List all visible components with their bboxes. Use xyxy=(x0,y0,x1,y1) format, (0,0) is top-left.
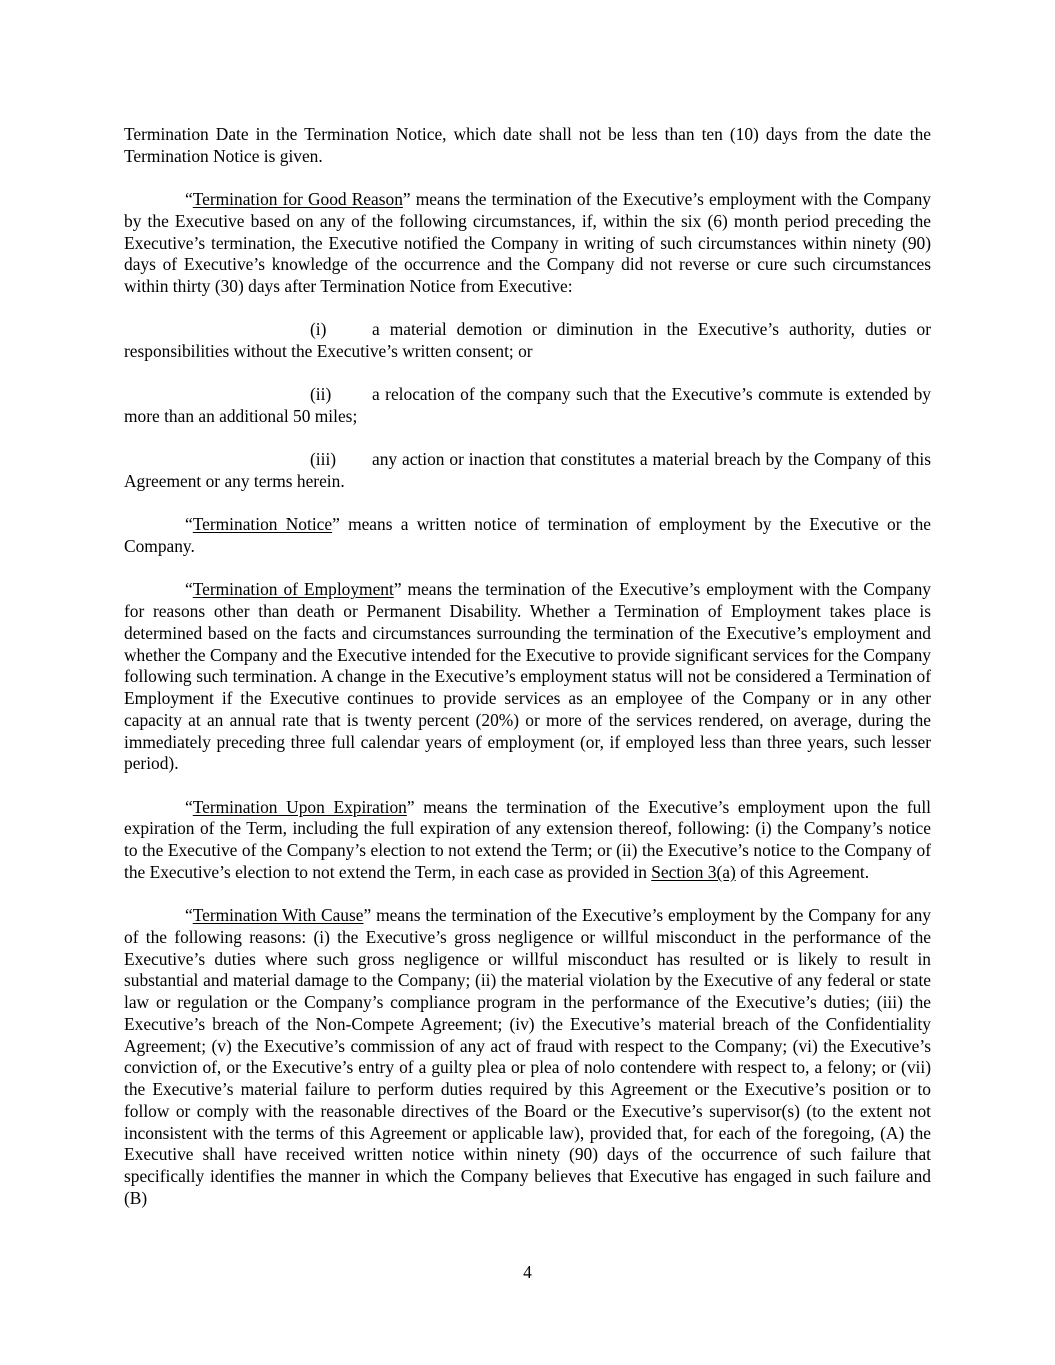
with-cause-open-quote: “ xyxy=(185,905,193,925)
list-item-text: a material demotion or diminution in the Executive’s authority, duties or responsibilities without the Executive’s written consent; or xyxy=(124,319,931,361)
good-reason-open-quote: “ xyxy=(185,189,193,209)
good-reason-paragraph xyxy=(124,189,931,298)
list-item xyxy=(124,319,931,363)
list-item-text: any action or inaction that constitutes a material breach by the Company of this Agreement or any terms herein. xyxy=(124,449,931,491)
list-item xyxy=(124,449,931,493)
notice-open-quote: “ xyxy=(185,514,193,535)
good-reason-term: Termination for Good Reason xyxy=(192,189,403,209)
termination-of-employment-term: Termination of Employment xyxy=(192,579,394,600)
termination-with-cause-paragraph xyxy=(124,905,931,1210)
list-item-number: (i) xyxy=(310,319,327,340)
termination-of-employment-paragraph xyxy=(124,579,931,775)
list-item-number: (ii) xyxy=(310,384,332,405)
termination-notice-paragraph xyxy=(124,514,931,558)
termination-with-cause-term: Termination With Cause xyxy=(192,905,364,925)
expiration-open-quote: “ xyxy=(185,796,193,817)
section-reference: Section 3(a) xyxy=(651,861,736,882)
termination-upon-expiration-text-end: of this Agreement. xyxy=(735,861,870,882)
termination-upon-expiration-text: ” means the termination of the Executive’s employment upon the full expiration of the Term, including the full expiration of any extension thereof, following: (i) the Company’s notice to the Executive of the Company’s election to not extend the Term; or (ii) the Executive’s notice to the Company of the Executive’s election to not extend the Term, in each case as provided in xyxy=(124,796,931,882)
termination-notice-term: Termination Notice xyxy=(192,514,333,535)
list-item xyxy=(124,384,931,428)
termination-upon-expiration-paragraph xyxy=(124,797,931,884)
termination-upon-expiration-term: Termination Upon Expiration xyxy=(192,796,407,817)
page-number: 4 xyxy=(523,1262,532,1282)
termination-notice-text: ” means a written notice of termination of employment by the Executive or the Company. xyxy=(124,514,931,556)
termination-of-employment-text: ” means the termination of the Executive’s employment with the Company for reasons other than death or Permanent Disability. Whether a Termination of Employment takes place is determined based on the facts and circumstances surrounding the termination of the Executive’s employment and whether the Company and the Executive intended for the Executive to provide significant services for the Company following such termination. A change in the Executive’s employment status will not be considered a Termination of Employment if the Executive continues to provide services as an employee of the Company or in any other capacity at an annual rate that is twenty percent (20%) or more of the services rendered, on average, during the immediately preceding three full calendar years of employment (or, if employed less than three years, such lesser period). xyxy=(124,579,931,774)
good-reason-text: ” means the termination of the Executive’s employment with the Company by the Executive based on any of the following circumstances, if, within the six (6) month period preceding the Executive’s termination, the Executive notified the Company in writing of such circumstances within ninety (90) days of Executive’s knowledge of the occurrence and the Company did not reverse or cure such circumstances within thirty (30) days after Termination Notice from Executive: xyxy=(124,189,932,296)
list-item-text: a relocation of the company such that the Executive’s commute is extended by more than an additional 50 miles; xyxy=(124,384,931,426)
termination-with-cause-text: ” means the termination of the Executive’s employment by the Company for any of the following reasons: (i) the Executive’s gross negligence or willful misconduct in the performance of the Executive’s duties where such gross negligence or willful misconduct has resulted or is likely to result in substantial and material damage to the Company; (ii) the material violation by the Executive of any federal or state law or regulation or the Company’s compliance program in the performance of the Executive’s duties; (iii) the Executive’s breach of the Non-Compete Agreement; (iv) the Executive’s material breach of the Confidentiality Agreement; (v) the Executive’s commission of any act of fraud with respect to the Company; (vi) the Executive’s conviction of, or the Executive’s entry of a guilty plea or plea of nolo contendere with respect to, a felony; or (vii) the Executive’s material failure to perform duties required by this Agreement or the Executive’s position or to follow or comply with the reasonable directives of the Board or the Executive’s supervisor(s) (to the extent not inconsistent with the terms of this Agreement or applicable law), provided that, for each of the foregoing, (A) the Executive shall have received written notice within ninety (90) days of the occurrence of such failure that specifically identifies the manner in which the Company believes that Executive has engaged in such failure and (B) xyxy=(124,905,931,1208)
document-page xyxy=(124,124,931,1231)
intro-paragraph: Termination Date in the Termination Notice, which date shall not be less than ten (10) days from the date the Termination Notice is given. xyxy=(124,124,931,166)
list-item-number: (iii) xyxy=(310,449,337,470)
employment-open-quote: “ xyxy=(185,579,193,600)
